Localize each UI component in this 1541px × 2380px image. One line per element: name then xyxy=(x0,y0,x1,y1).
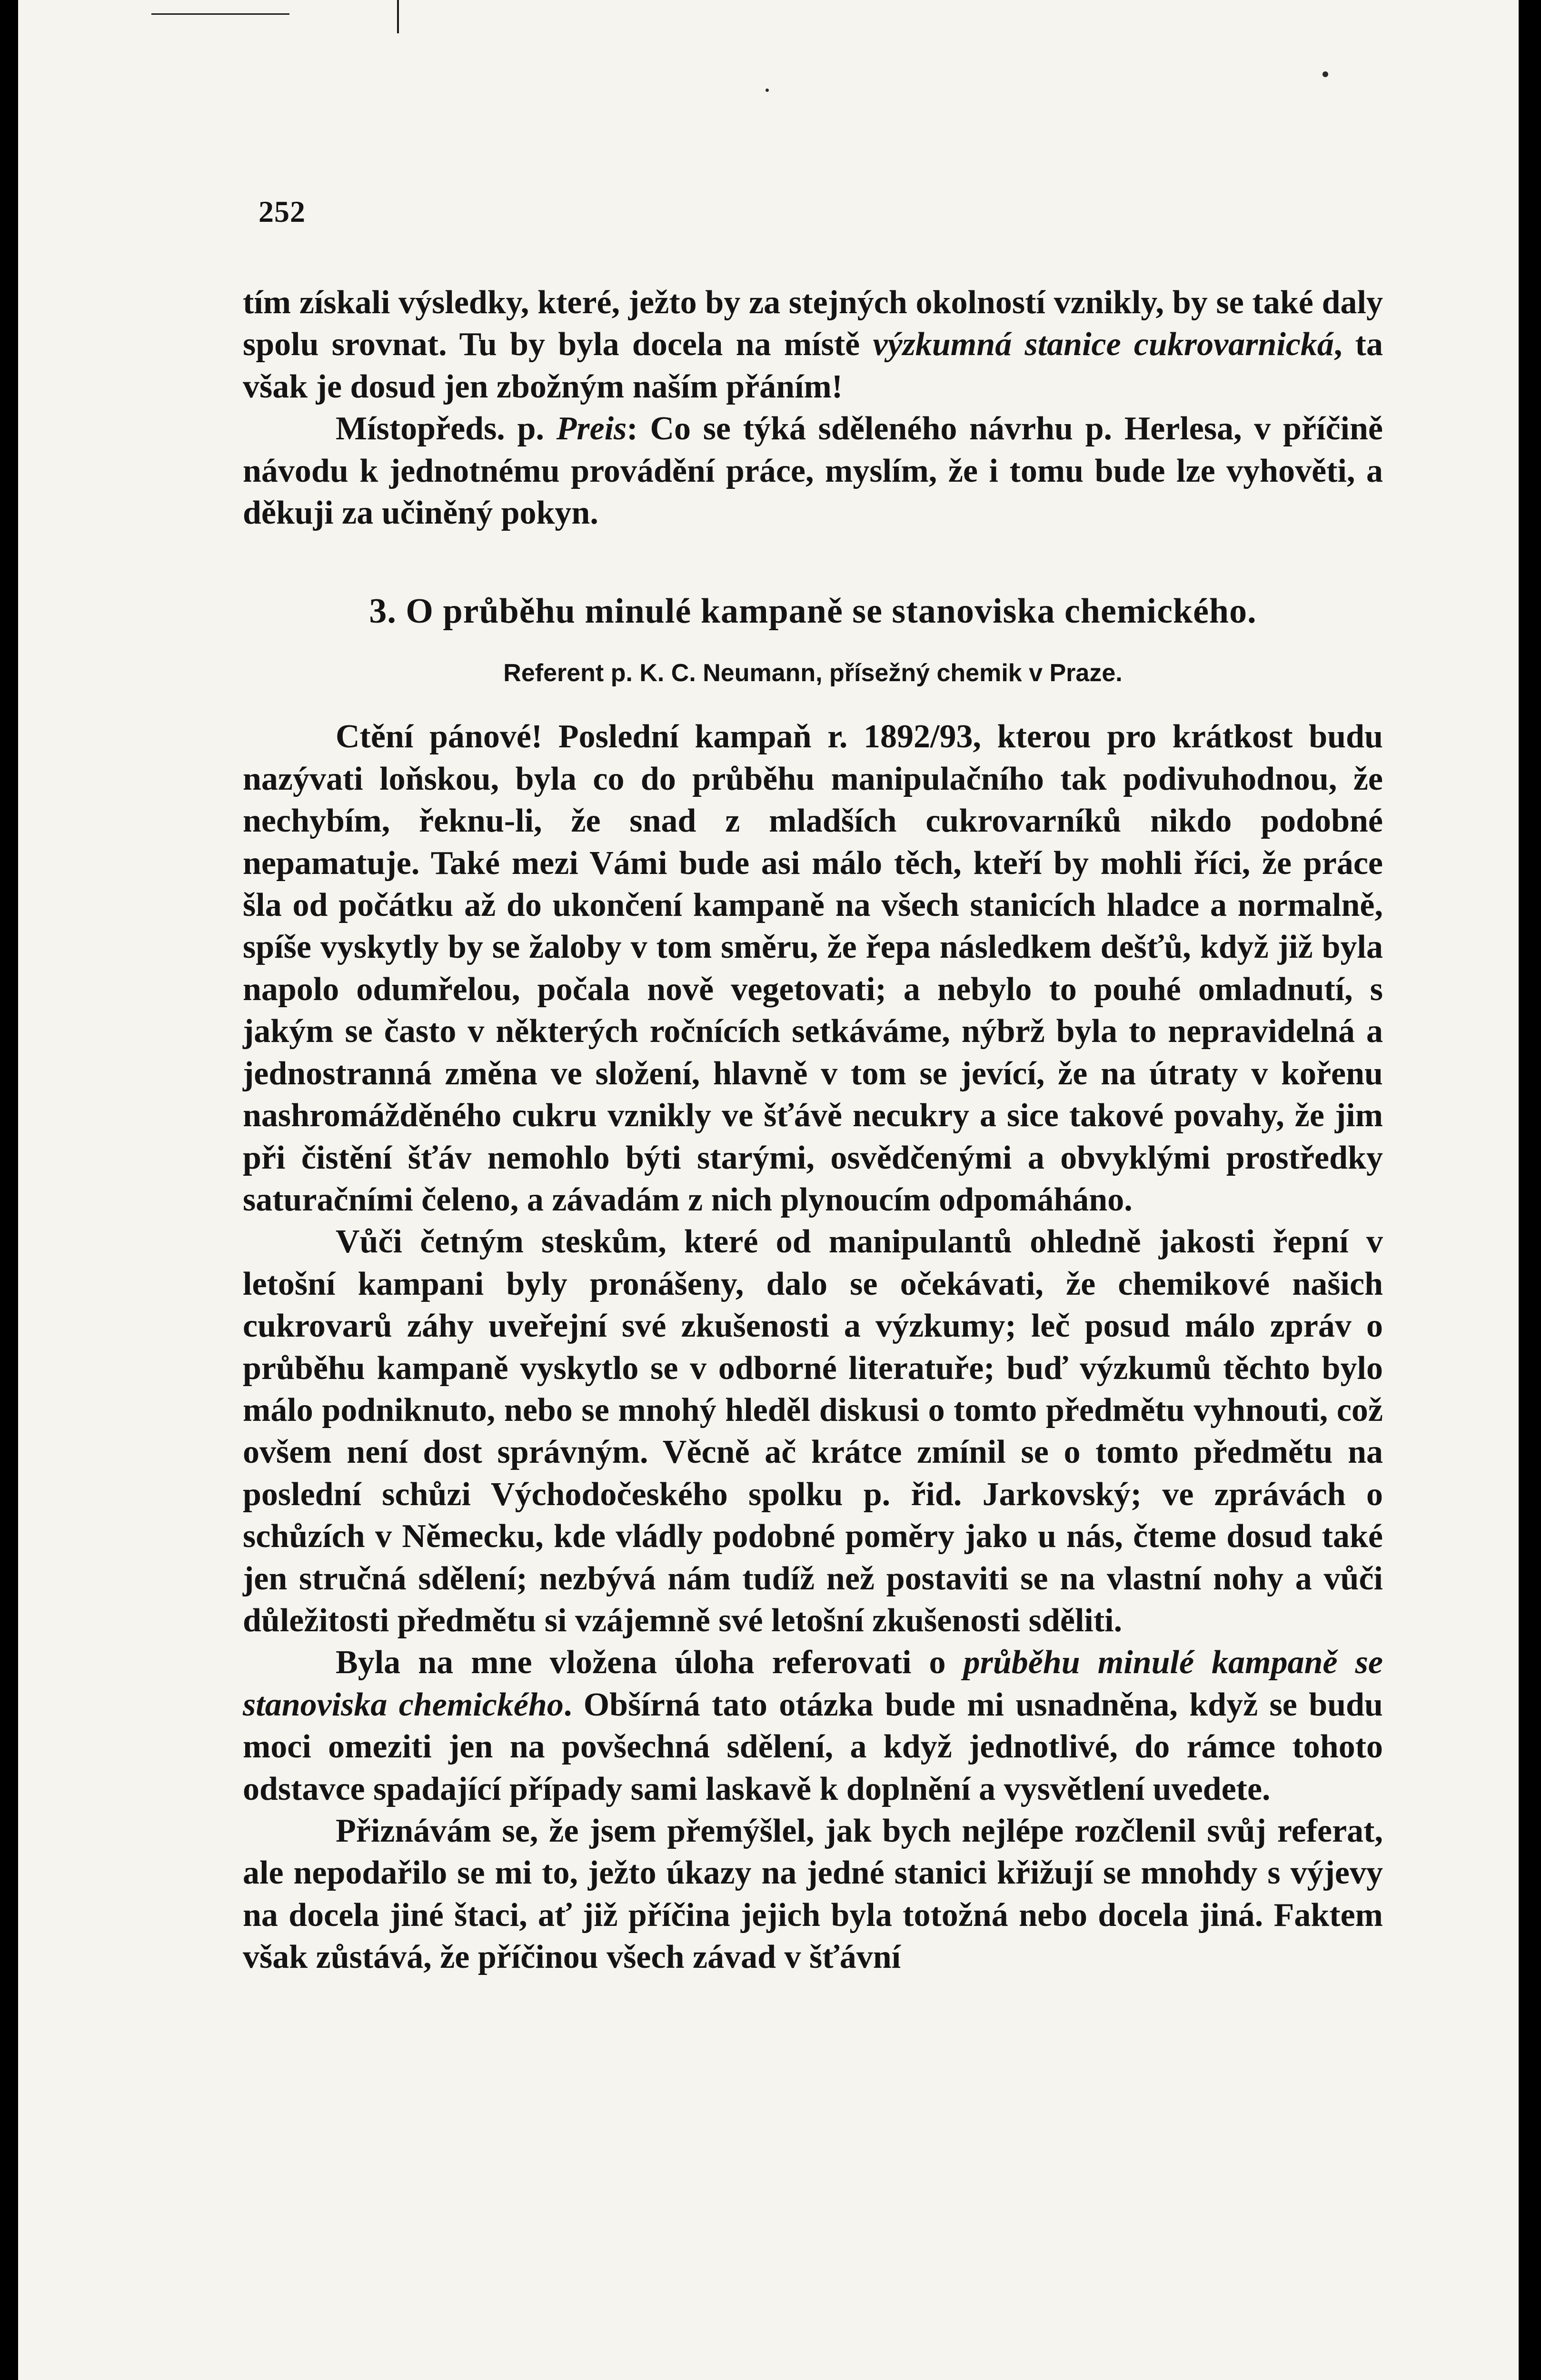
paragraph xyxy=(243,282,1383,408)
paper-speck xyxy=(1322,71,1328,77)
page-text xyxy=(243,282,1383,1979)
paragraph: Vůči četným steskům, které od manipulantů ohledně jakosti řepní v letošní kampani byly pronášeny, dalo se očekávati, že chemikové našich cukrovarů záhy uveřejní své zkušenosti a výzkumy; leč posud málo zpráv o průběhu kampaně vyskytlo se v odborné literatuře; buď výzkumů těchto bylo málo podniknuto, nebo se mnohý hleděl diskusi o tomto předmětu vyhnouti, což ovšem není dost správným. Věcně ač krátce zmínil se o tomto předmětu na poslední schůzi Východočeského spolku p. řid. Jarkovský; ve zprávách o schůzích v Německu, kde vládly podobné poměry jako u nás, čteme dosud také jen stručná sdělení; nezbývá nám tudíž než postaviti se na vlastní nohy a vůči důležitosti předmětu si vzájemně své letošní zkušenosti sděliti. xyxy=(243,1223,1383,1639)
crop-mark-top xyxy=(151,13,289,15)
paragraph-text: : Co se týká sděleného návrhu p. Herlesa, v příčině návodu k jednotnému provádění práce, myslím, že i tomu bude lze vyhověti, a děkuji za učiněný pokyn. xyxy=(243,410,1383,532)
paragraph-text: . Obšírná tato otázka bude mi usnadněna, když se budu moci omeziti jen na povšechná sdělení, a když jednotlivé, do rámce tohoto odstavce spadající případy sami laskavě k doplnění a vysvětlení uvedete. xyxy=(243,1686,1383,1807)
paragraph-text: Byla na mne vložena úloha referovati o xyxy=(336,1644,964,1681)
referent-line: Referent p. K. C. Neumann, přísežný chemik v Praze. xyxy=(503,659,1123,687)
speaker-name: Preis xyxy=(556,410,627,447)
paragraph xyxy=(243,408,1383,534)
paragraph: Přiznávám se, že jsem přemýšlel, jak bych nejlépe rozčlenil svůj referat, ale nepodařilo se mi to, ježto úkazy na jedné stanici křižují se mnohdy s výjevy na docela jiné štaci, ať již příčina jejich byla totožná nebo docela jiná. Faktem však zůstává, že příčinou všech závad v šťávní xyxy=(243,1813,1383,1976)
crop-mark-vertical xyxy=(397,0,399,33)
italic-phrase: průběhu minulé kampaně se stanoviska chemického xyxy=(243,1644,1383,1723)
page-number: 252 xyxy=(258,195,306,228)
italic-phrase: výzkumná stanice cukrovarnická xyxy=(873,326,1334,363)
paragraph xyxy=(243,1642,1383,1810)
paper-speck xyxy=(766,89,769,92)
section-heading: 3. O průběhu minulé kampaně se stanoviska chemického. xyxy=(369,592,1257,631)
paragraph-text: tím získali výsledky, které, ježto by za stejných okolností vznikly, by se také daly spolu srovnat. Tu by byla docela na místě xyxy=(243,284,1383,363)
paragraph-text: , ta však je dosud jen zbožným naším přáním! xyxy=(243,326,1383,405)
paragraph-text: Místopředs. p. xyxy=(336,410,557,447)
paragraph: Ctění pánové! Poslední kampaň r. 1892/93, kterou pro krátkost budu nazývati loňskou, byla co do průběhu manipulačního tak podivuhodnou, že nechybím, řeknu-li, že snad z mladších cukrovarníků nikdo podobné nepamatuje. Také mezi Vámi bude asi málo těch, kteří by mohli říci, že práce šla od počátku až do ukončení kampaně na všech stanicích hladce a normalně, spíše vyskytly by se žaloby v tom směru, že řepa následkem dešťů, když již byla napolo odumřelou, počala nově vegetovati; a nebylo to pouhé omladnutí, s jakým se často v některých ročnících setkáváme, nýbrž byla to nepravidelná a jednostranná změna ve složení, hlavně v tom se jevící, že na útraty v kořenu nashromážděného cukru vznikly ve šťávě necukry a sice takové povahy, že jim při čistění šťáv nemohlo býti starými, osvědčenými a obvyklými prostředky saturačními čeleno, a závadám z nich plynoucím odpomáháno. xyxy=(243,718,1383,1218)
